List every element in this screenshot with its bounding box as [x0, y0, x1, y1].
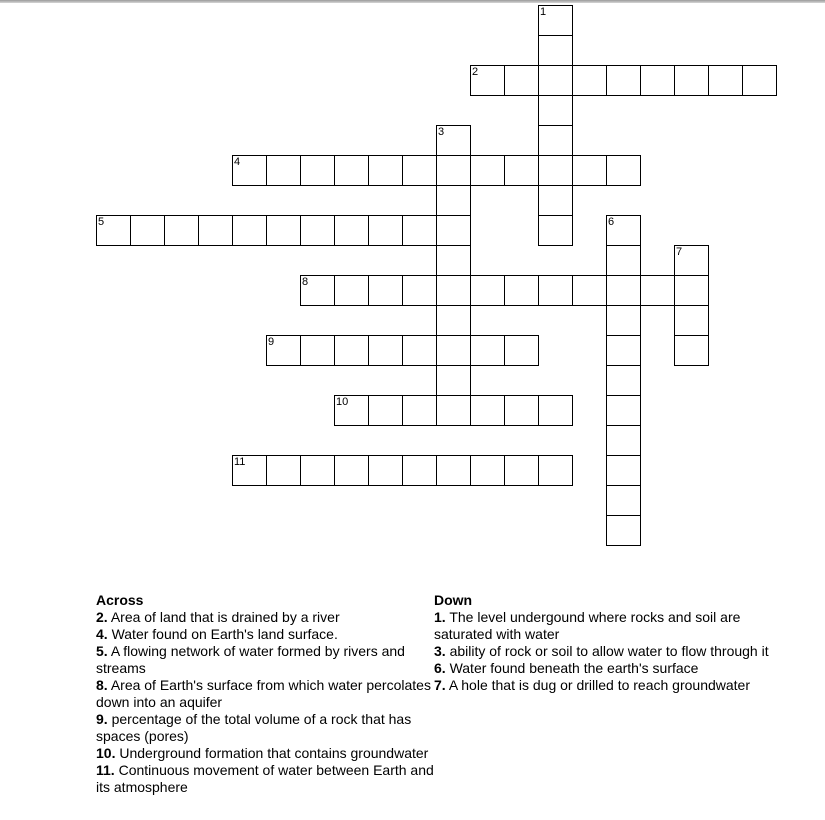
clue-num: 5. — [96, 643, 108, 659]
crossword-cell[interactable] — [708, 65, 743, 96]
crossword-cell[interactable] — [606, 155, 641, 186]
crossword-cell[interactable] — [470, 455, 505, 486]
across-clues — [96, 592, 436, 796]
crossword-cell[interactable] — [368, 275, 403, 306]
crossword-cell[interactable] — [606, 455, 641, 486]
crossword-cell[interactable] — [538, 65, 573, 96]
crossword-cell[interactable] — [402, 455, 437, 486]
crossword-cell[interactable] — [504, 155, 539, 186]
clue-num: 2. — [96, 609, 108, 625]
crossword-cell[interactable] — [606, 335, 641, 366]
clue-text: The level undergound where rocks and soil are saturated with water — [434, 609, 741, 642]
crossword-cell[interactable] — [436, 455, 471, 486]
across-clue — [96, 677, 436, 711]
down-clue — [434, 660, 774, 677]
crossword-cell[interactable] — [368, 455, 403, 486]
crossword-cell[interactable] — [334, 335, 369, 366]
crossword-cell[interactable] — [368, 395, 403, 426]
crossword-cell[interactable] — [130, 215, 165, 246]
crossword-cell[interactable] — [266, 455, 301, 486]
crossword-cell[interactable] — [266, 215, 301, 246]
clue-num: 6. — [434, 660, 446, 676]
crossword-cell[interactable] — [538, 275, 573, 306]
clue-num: 1. — [434, 609, 446, 625]
clue-text: Continuous movement of water between Earth and its atmosphere — [96, 762, 434, 795]
crossword-cell[interactable] — [606, 245, 641, 276]
crossword-cell[interactable] — [266, 335, 301, 366]
crossword-cell[interactable] — [436, 155, 471, 186]
crossword-cell[interactable] — [436, 365, 471, 396]
clue-number: 5 — [98, 216, 105, 228]
crossword-cell[interactable] — [300, 275, 335, 306]
crossword-cell[interactable] — [742, 65, 777, 96]
crossword-cell[interactable] — [640, 275, 675, 306]
crossword-cell[interactable] — [504, 335, 539, 366]
clue-num: 7. — [434, 677, 446, 693]
crossword-cell[interactable] — [402, 395, 437, 426]
crossword-cell[interactable] — [436, 125, 471, 156]
crossword-cell[interactable] — [674, 65, 709, 96]
crossword-cell[interactable] — [368, 155, 403, 186]
clue-text: A hole that is dug or drilled to reach groundwater — [448, 677, 750, 693]
crossword-cell[interactable] — [96, 215, 131, 246]
crossword-cell[interactable] — [232, 455, 267, 486]
crossword-cell[interactable] — [402, 155, 437, 186]
clue-num: 10. — [96, 745, 116, 761]
crossword-cell[interactable] — [572, 65, 607, 96]
clue-num: 4. — [96, 626, 108, 642]
crossword-cell[interactable] — [674, 245, 709, 276]
crossword-cell[interactable] — [402, 275, 437, 306]
crossword-cell[interactable] — [334, 455, 369, 486]
crossword-cell[interactable] — [470, 65, 505, 96]
down-clue — [434, 677, 774, 694]
crossword-cell[interactable] — [674, 275, 709, 306]
clue-number: 7 — [676, 246, 683, 258]
crossword-cell[interactable] — [164, 215, 199, 246]
clue-text: Underground formation that contains groundwater — [119, 745, 429, 761]
across-clue — [96, 626, 436, 643]
clue-number: 3 — [438, 126, 445, 138]
clue-text: A flowing network of water formed by rivers and streams — [96, 643, 405, 676]
crossword-cell[interactable] — [436, 305, 471, 336]
across-clue — [96, 711, 436, 745]
clue-num: 3. — [434, 643, 446, 659]
clue-text: percentage of the total volume of a rock that has spaces (pores) — [96, 711, 412, 744]
crossword-cell[interactable] — [300, 455, 335, 486]
crossword-cell[interactable] — [470, 335, 505, 366]
clue-text: ability of rock or soil to allow water to flow through it — [449, 643, 769, 659]
crossword-cell[interactable] — [470, 155, 505, 186]
crossword-cell[interactable] — [368, 215, 403, 246]
crossword-cell[interactable] — [436, 185, 471, 216]
across-clue — [96, 643, 436, 677]
crossword-cell[interactable] — [538, 215, 573, 246]
clue-text: Water found on Earth's land surface. — [111, 626, 338, 642]
clue-text: Area of Earth's surface from which water percolates down into an aquifer — [96, 677, 431, 710]
across-clue — [96, 762, 436, 796]
crossword-cell[interactable] — [606, 65, 641, 96]
crossword-cell[interactable] — [266, 155, 301, 186]
down-clues — [434, 592, 774, 694]
clue-number: 1 — [540, 6, 547, 18]
crossword-cell[interactable] — [436, 335, 471, 366]
crossword-cell[interactable] — [402, 335, 437, 366]
crossword-cell[interactable] — [334, 155, 369, 186]
across-clue — [96, 609, 436, 626]
crossword-cell[interactable] — [674, 335, 709, 366]
crossword-cell[interactable] — [606, 515, 641, 546]
crossword-cell[interactable] — [232, 215, 267, 246]
clue-number: 11 — [234, 456, 246, 468]
crossword-cell[interactable] — [402, 215, 437, 246]
crossword-cell[interactable] — [368, 335, 403, 366]
crossword-cell[interactable] — [572, 275, 607, 306]
crossword-cell[interactable] — [334, 395, 369, 426]
crossword-cell[interactable] — [538, 185, 573, 216]
crossword-cell[interactable] — [470, 395, 505, 426]
crossword-cell[interactable] — [300, 215, 335, 246]
crossword-cell[interactable] — [198, 215, 233, 246]
crossword-cell[interactable] — [334, 215, 369, 246]
crossword-cell[interactable] — [436, 395, 471, 426]
crossword-cell[interactable] — [504, 395, 539, 426]
crossword-cell[interactable] — [436, 215, 471, 246]
crossword-cell[interactable] — [300, 155, 335, 186]
crossword-cell[interactable] — [572, 155, 607, 186]
crossword-cell[interactable] — [436, 245, 471, 276]
across-heading: Across — [96, 592, 144, 608]
clue-num: 9. — [96, 711, 108, 727]
down-clue — [434, 643, 774, 660]
down-clue — [434, 609, 774, 643]
crossword-cell[interactable] — [606, 305, 641, 336]
crossword-cell[interactable] — [504, 455, 539, 486]
clue-text: Water found beneath the earth's surface — [449, 660, 699, 676]
crossword-cell[interactable] — [538, 455, 573, 486]
crossword-cell[interactable] — [470, 275, 505, 306]
crossword-cell[interactable] — [232, 155, 267, 186]
clue-number: 9 — [268, 336, 275, 348]
crossword-cell[interactable] — [538, 5, 573, 36]
clue-num: 8. — [96, 677, 108, 693]
crossword-cell[interactable] — [334, 275, 369, 306]
clue-number: 10 — [336, 396, 349, 408]
crossword-cell[interactable] — [606, 275, 641, 306]
crossword-cell[interactable] — [674, 305, 709, 336]
crossword-cell[interactable] — [436, 275, 471, 306]
crossword-cell[interactable] — [538, 95, 573, 126]
crossword-cell[interactable] — [300, 335, 335, 366]
across-clue — [96, 745, 436, 762]
clue-number: 4 — [234, 156, 241, 168]
crossword-cell[interactable] — [606, 485, 641, 516]
clue-num: 11. — [96, 762, 115, 778]
crossword-cell[interactable] — [606, 365, 641, 396]
crossword-cell[interactable] — [538, 125, 573, 156]
crossword-cell[interactable] — [538, 155, 573, 186]
clue-text: Area of land that is drained by a river — [110, 609, 340, 625]
clue-number: 6 — [608, 216, 615, 228]
crossword-cell[interactable] — [504, 275, 539, 306]
crossword-cell[interactable] — [606, 425, 641, 456]
crossword-cell[interactable] — [504, 65, 539, 96]
crossword-cell[interactable] — [538, 35, 573, 66]
crossword-cell[interactable] — [606, 215, 641, 246]
clue-number: 2 — [472, 66, 479, 78]
crossword-cell[interactable] — [606, 395, 641, 426]
clue-number: 8 — [302, 276, 309, 288]
crossword-cell[interactable] — [538, 395, 573, 426]
crossword-cell[interactable] — [640, 65, 675, 96]
down-heading: Down — [434, 592, 473, 608]
